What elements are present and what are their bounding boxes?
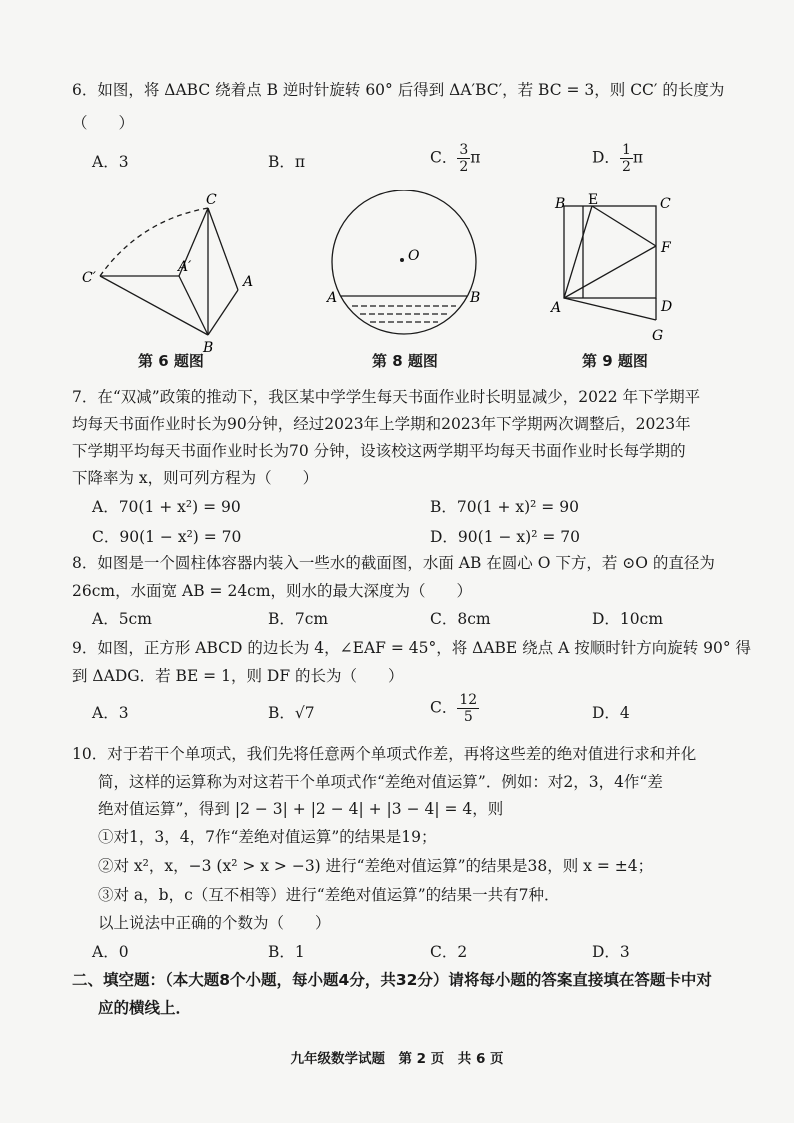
q8-option-d: D．10cm xyxy=(592,610,664,628)
fig8-label-o: O xyxy=(408,248,420,264)
q7-stem-line3: 下学期平均每天书面作业时长为70 分钟，设该校这两学期平均每天书面作业时长每学期的 xyxy=(72,442,686,460)
q7-stem-line4: 下降率为 x，则可列方程为（ ） xyxy=(72,469,319,487)
figure-8 xyxy=(332,190,476,334)
q6-option-c xyxy=(430,142,480,175)
q10-statement-1: ①对1，3，4，7作“差绝对值运算”的结果是19； xyxy=(98,828,437,846)
fig6-label-aprime: A′ xyxy=(178,259,192,275)
q8-stem-line2: 26cm，水面宽 AB = 24cm，则水的最大深度为（ ） xyxy=(72,582,473,600)
q6-option-d-num: 1 xyxy=(621,142,631,158)
fig6-dashed-arc xyxy=(100,208,208,276)
q9-option-c-den: 5 xyxy=(463,709,473,725)
q7-option-b: B．70(1 + x)² = 90 xyxy=(430,498,579,516)
fig9-label-d: D xyxy=(661,299,673,315)
fig9-label-e: E xyxy=(588,192,599,208)
fig9-label-c: C xyxy=(660,196,671,212)
page-footer: 九年级数学试题 第 2 页 共 6 页 xyxy=(290,1051,504,1067)
q10-statement-3: ③对 a，b，c（互不相等）进行“差绝对值运算”的结果一共有7种． xyxy=(98,886,560,904)
fig6-label-cprime: C′ xyxy=(82,270,96,286)
fig6-label-b: B xyxy=(203,340,214,356)
q9-stem-line1: 9．如图，正方形 ABCD 的边长为 4，∠EAF = 45°，将 ΔABE 绕点 A 按顺时针方向旋转 90° 得 xyxy=(72,639,752,657)
q7-stem-line2: 均每天书面作业时长为90分钟，经过2023年上学期和2023年下学期两次调整后，2023年 xyxy=(72,415,691,433)
q10-option-b: B．1 xyxy=(268,943,305,961)
fig9-label-g: G xyxy=(652,328,664,344)
q10-option-c: C．2 xyxy=(430,943,468,961)
fig9-label-a: A xyxy=(551,300,562,316)
fig9-line-e-f xyxy=(592,206,656,246)
q6-stem-line1: 6．如图，将 ΔABC 绕着点 B 逆时针旋转 60° 后得到 ΔA′BC′，若 BC = 3，则 CC′ 的长度为 xyxy=(72,81,725,99)
fig8-center-point xyxy=(400,258,404,262)
section-2-heading-line1: 二、填空题：（本大题8个小题，每小题4分，共32分）请将每小题的答案直接填在答题卡中对 xyxy=(72,971,712,989)
fig9-label-f: F xyxy=(661,240,671,256)
q6-option-d xyxy=(592,142,643,175)
q8-stem-line1: 8．如图是一个圆柱体容器内装入一些水的截面图，水面 AB 在圆心 O 下方，若 ⊙O 的直径为 xyxy=(72,554,715,572)
q7-stem-line1: 7．在“双减”政策的推动下，我区某中学学生每天书面作业时长明显减少，2022 年下学期平 xyxy=(72,388,701,406)
q10-conclusion: 以上说法中正确的个数为（ ） xyxy=(98,914,331,932)
figure-6 xyxy=(100,208,238,335)
q9-option-d: D．4 xyxy=(592,704,630,722)
q6-stem-line2: （ ） xyxy=(72,114,135,132)
q9-option-c-prefix: C． xyxy=(430,698,458,717)
q6-option-d-den: 2 xyxy=(621,159,631,175)
q9-option-a: A．3 xyxy=(92,704,129,722)
fig9-line-a-g xyxy=(564,298,656,320)
q6-option-c-num: 3 xyxy=(459,142,469,158)
fig8-label-b: B xyxy=(470,290,481,306)
section-2-heading-line2: 应的横线上． xyxy=(98,999,192,1017)
figures-row xyxy=(0,190,794,370)
q6-option-a: A．3 xyxy=(92,153,129,171)
q6-option-c-fraction xyxy=(457,142,470,175)
q6-option-c-den: 2 xyxy=(459,159,469,175)
q6-option-c-prefix: C． xyxy=(430,148,458,167)
q10-stem-line2: 简，这样的运算称为对这若干个单项式作“差绝对值运算”．例如：对2，3，4作“差 xyxy=(98,773,663,791)
q8-option-c: C．8cm xyxy=(430,610,491,628)
q9-option-c xyxy=(430,692,479,725)
q10-statement-2: ②对 x²，x，−3 (x² > x > −3) 进行“差绝对值运算”的结果是38，则 x = ±4； xyxy=(98,857,654,875)
q9-option-b: B．√7 xyxy=(268,704,315,722)
q9-option-c-num: 12 xyxy=(459,692,478,708)
q6-option-c-suffix: π xyxy=(470,148,481,167)
fig8-label-a: A xyxy=(327,290,338,306)
q10-stem-line1: 10．对于若干个单项式，我们先将任意两个单项式作差，再将这些差的绝对值进行求和并化 xyxy=(72,745,697,763)
q9-option-c-fraction xyxy=(457,692,479,725)
q7-option-c: C．90(1 − x²) = 70 xyxy=(92,528,242,546)
fig6-caption: 第 6 题图 xyxy=(138,352,204,370)
fig8-caption: 第 8 题图 xyxy=(372,352,438,370)
q7-option-d: D．90(1 − x)² = 70 xyxy=(430,528,580,546)
fig6-line-aprime-b xyxy=(179,276,208,335)
q10-option-d: D．3 xyxy=(592,943,630,961)
q7-option-a: A．70(1 + x²) = 90 xyxy=(92,498,241,516)
fig6-line-a-b xyxy=(208,290,238,335)
q10-option-a: A．0 xyxy=(92,943,129,961)
fig6-line-cprime-b xyxy=(100,276,208,335)
fig6-line-c-a xyxy=(208,208,238,290)
q9-stem-line2: 到 ΔADG．若 BE = 1，则 DF 的长为（ ） xyxy=(72,667,404,685)
q6-option-d-fraction xyxy=(620,142,633,175)
fig8-circle xyxy=(332,190,476,334)
q6-option-b: B．π xyxy=(268,153,306,171)
fig6-label-a: A xyxy=(243,274,254,290)
q6-option-d-prefix: D． xyxy=(592,148,620,167)
fig9-label-b: B xyxy=(555,196,566,212)
fig9-caption: 第 9 题图 xyxy=(582,352,648,370)
figure-9 xyxy=(564,206,656,320)
fig6-label-c: C xyxy=(206,192,217,208)
q8-option-a: A．5cm xyxy=(92,610,152,628)
q8-option-b: B．7cm xyxy=(268,610,329,628)
q6-option-d-suffix: π xyxy=(632,148,644,167)
q10-stem-line3: 绝对值运算”，得到 |2 − 3| + |2 − 4| + |3 − 4| = 4，则 xyxy=(98,800,504,818)
